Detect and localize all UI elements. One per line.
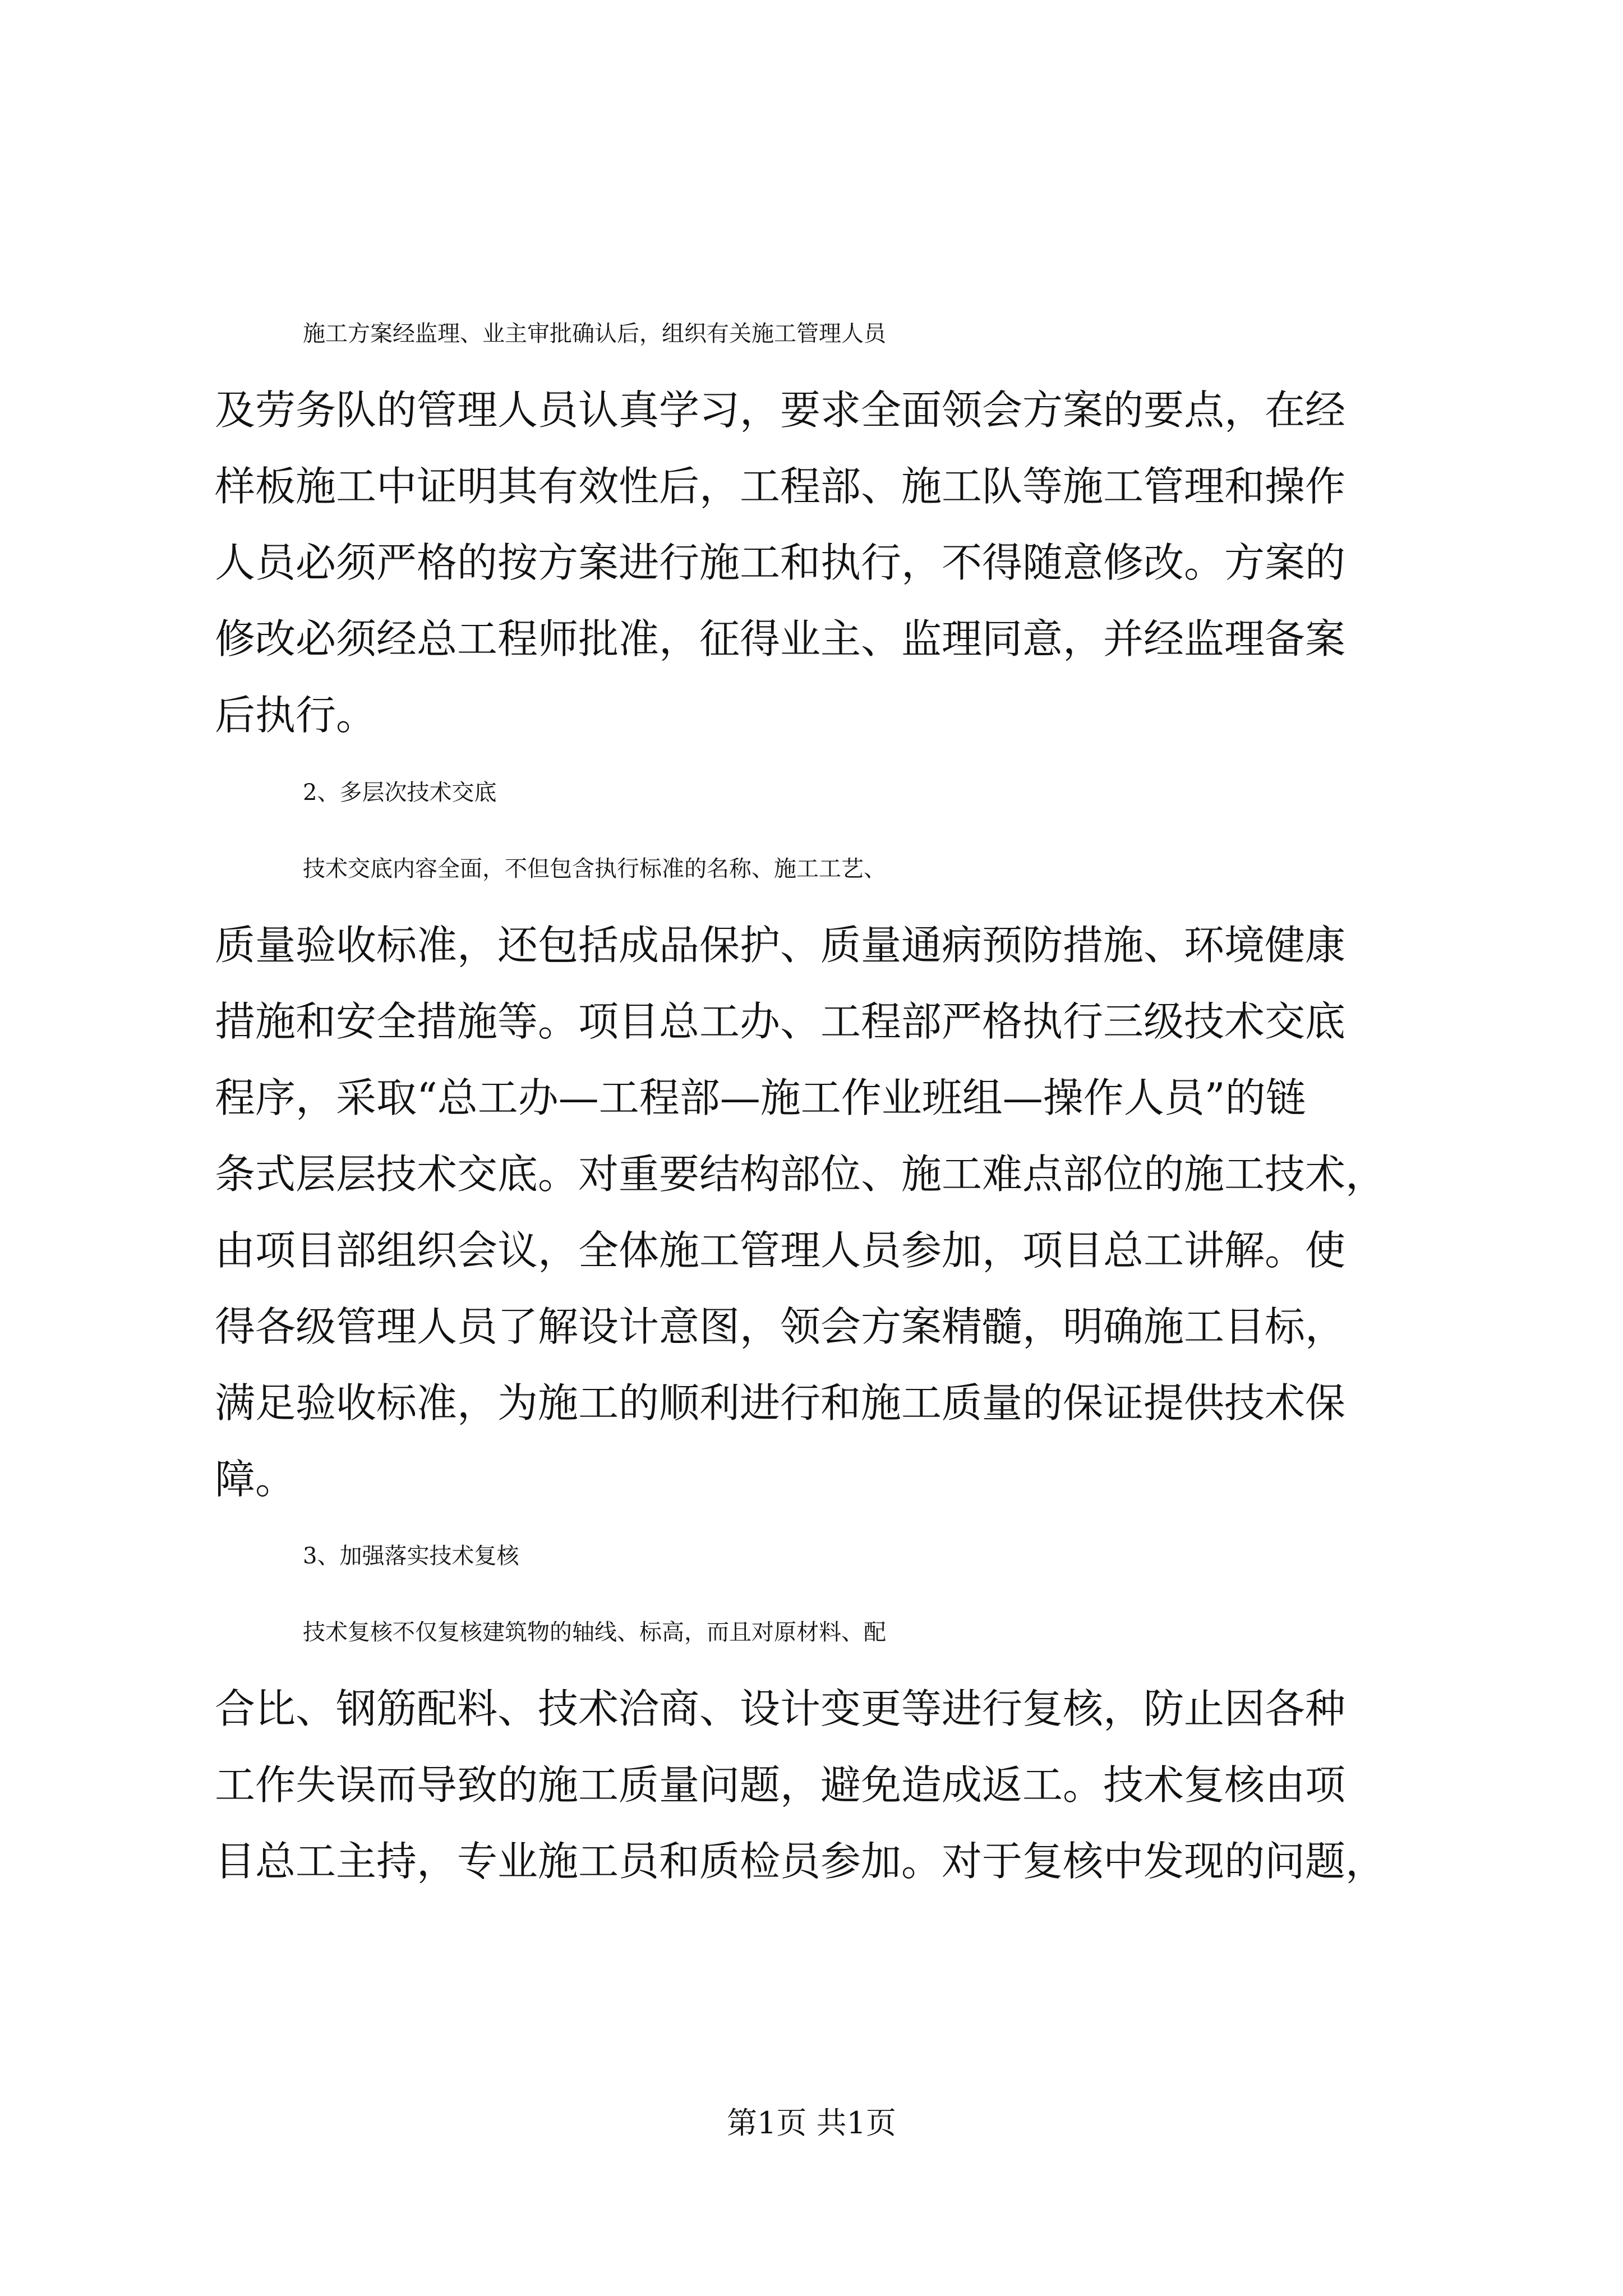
body-text-line: 目总工主持，专业施工员和质检员参加。对于复核中发现的问题，	[215, 1838, 1386, 1885]
body-text-line: 后执行。	[215, 692, 377, 739]
body-text-line: 人员必须严格的按方案进行施工和执行，不得随意修改。方案的	[215, 539, 1346, 586]
body-text-line: 修改必须经总工程师批准，征得业主、监理同意，并经监理备案	[215, 615, 1346, 662]
body-text-line: 措施和安全措施等。项目总工办、工程部严格执行三级技术交底	[215, 998, 1346, 1045]
body-text-line: 程序，采取“总工办—工程部—施工作业班组—操作人员”的链	[215, 1074, 1306, 1121]
body-text-line: 技术交底内容全面，不但包含执行标准的名称、施工工艺、	[303, 856, 886, 882]
body-text-line: 质量验收标准，还包括成品保护、质量通病预防措施、环境健康	[215, 922, 1346, 969]
body-text-line: 技术复核不仅复核建筑物的轴线、标高，而且对原材料、配	[303, 1619, 886, 1645]
body-text-line: 条式层层技术交底。对重要结构部位、施工难点部位的施工技术，	[215, 1151, 1386, 1198]
body-text-line: 合比、钢筋配料、技术洽商、设计变更等进行复核，防止因各种	[215, 1685, 1346, 1732]
body-text-line: 样板施工中证明其有效性后，工程部、施工队等施工管理和操作	[215, 463, 1346, 510]
body-text-line: 及劳务队的管理人员认真学习，要求全面领会方案的要点，在经	[215, 386, 1346, 434]
section-heading: 3、加强落实技术复核	[303, 1543, 519, 1569]
page-footer: 第1页 共1页	[727, 2105, 896, 2141]
section-heading: 2、多层次技术交底	[303, 780, 497, 806]
body-text-line: 得各级管理人员了解设计意图，领会方案精髓，明确施工目标，	[215, 1303, 1346, 1350]
body-text-line: 施工方案经监理、业主审批确认后，组织有关施工管理人员	[303, 321, 886, 347]
body-text-line: 障。	[215, 1456, 296, 1503]
body-text-line: 由项目部组织会议，全体施工管理人员参加，项目总工讲解。使	[215, 1227, 1346, 1274]
body-text-line: 满足验收标准，为施工的顺利进行和施工质量的保证提供技术保	[215, 1379, 1346, 1427]
body-text-line: 工作失误而导致的施工质量问题，避免造成返工。技术复核由项	[215, 1761, 1346, 1809]
